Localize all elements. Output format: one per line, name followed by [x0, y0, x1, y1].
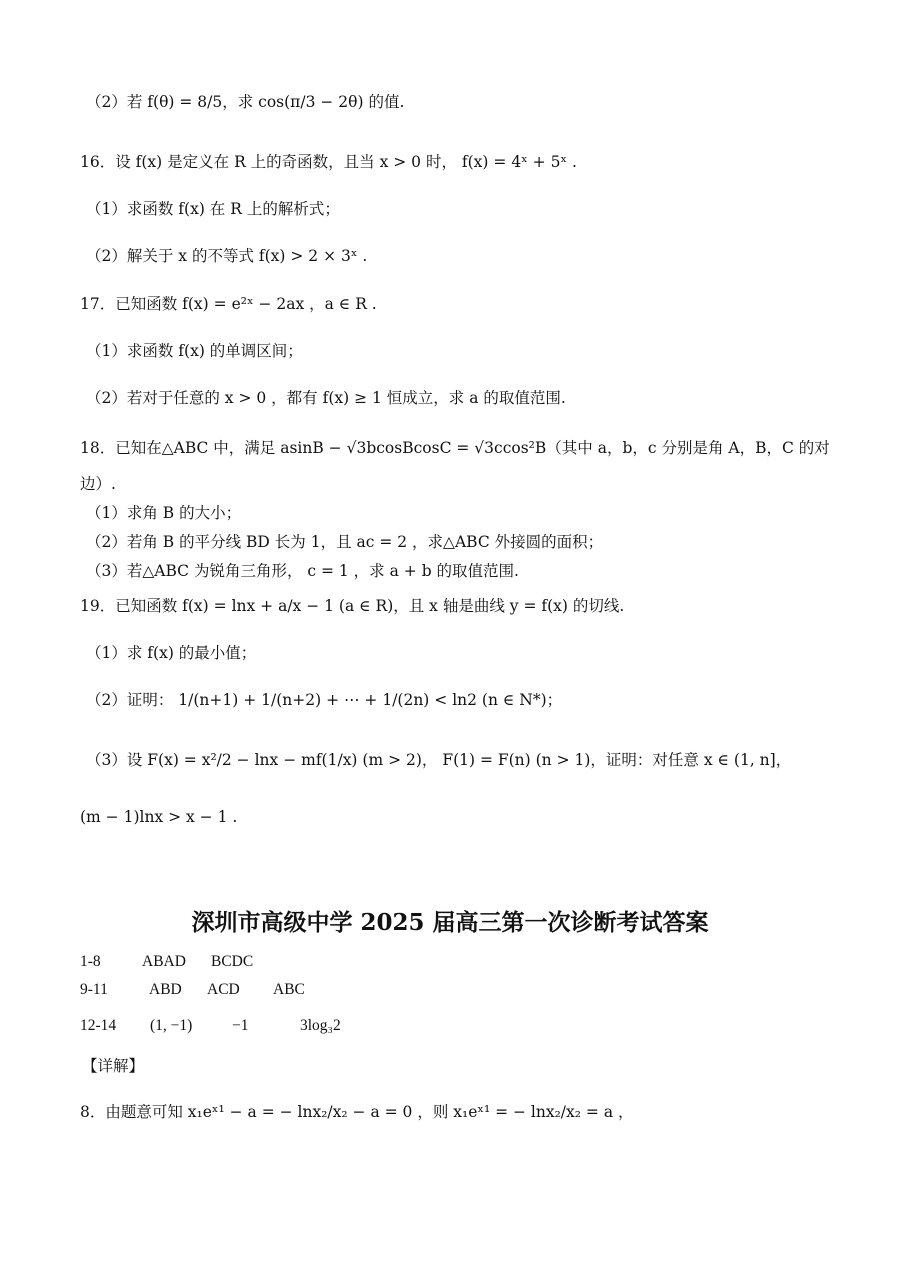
q18-part3: （3）若△ABC 为锐角三角形， c = 1 ，求 a + b 的取值范围.: [86, 562, 519, 580]
answer-range: 9-11: [80, 981, 108, 998]
detail-q8: 8．由题意可知 x₁eˣ¹ − a = − lnx₂/x₂ − a = 0 ，则 x₁eˣ¹ = − lnx₂/x₂ = a ，: [80, 1103, 634, 1121]
q17-stem: 17．已知函数 f(x) = e²ˣ − 2ax ，a ∈ R .: [80, 295, 377, 313]
answer-item: ABAD: [142, 953, 186, 970]
q19-stem: 19．已知函数 f(x) = lnx + a/x − 1 (a ∈ R)，且 x 轴是曲线 y = f(x) 的切线.: [80, 597, 625, 615]
answer-range: 12-14: [80, 1017, 117, 1034]
answer-item: 3log₃2: [300, 1017, 341, 1034]
q19-part1: （1）求 f(x) 的最小值；: [86, 644, 257, 662]
q17-part2: （2）若对于任意的 x > 0 ，都有 f(x) ≥ 1 恒成立，求 a 的取值范围.: [86, 389, 566, 407]
answer-title: 深圳市高级中学 2025 届高三第一次诊断考试答案: [191, 909, 709, 936]
answer-item: ABD: [149, 981, 182, 998]
q18-stem: 18．已知在△ABC 中，满足 asinB − √3bcosBcosC = √3ccos²B（其中 a，b，c 分别是角 A，B，C 的对: [80, 439, 830, 457]
q18-stem-cont: 边）.: [80, 475, 116, 493]
q16-stem: 16．设 f(x) 是定义在 R 上的奇函数，且当 x > 0 时， f(x) = 4ˣ + 5ˣ .: [80, 153, 577, 171]
q18-part2: （2）若角 B 的平分线 BD 长为 1，且 ac = 2 ，求△ABC 外接圆的面积；: [86, 533, 604, 551]
detail-label: 【详解】: [82, 1057, 145, 1075]
q15-part2: （2）若 f(θ) = 8/5，求 cos(π/3 − 2θ) 的值.: [86, 93, 405, 111]
answer-item: ACD: [207, 981, 240, 998]
q16-part1: （1）求函数 f(x) 在 R 上的解析式；: [86, 200, 340, 218]
answer-item: ABC: [273, 981, 305, 998]
answer-range: 1-8: [80, 953, 101, 970]
q19-part3-cont: (m − 1)lnx > x − 1 .: [80, 808, 238, 826]
answer-item: (1, −1): [150, 1017, 193, 1034]
answer-item: BCDC: [211, 953, 254, 970]
q17-part1: （1）求函数 f(x) 的单调区间；: [86, 342, 303, 360]
answer-item: −1: [232, 1017, 249, 1034]
q16-part2: （2）解关于 x 的不等式 f(x) > 2 × 3ˣ .: [86, 247, 368, 265]
q18-part1: （1）求角 B 的大小；: [86, 504, 242, 522]
q19-part2: （2）证明： 1/(n+1) + 1/(n+2) + ⋯ + 1/(2n) < ln2 (n ∈ N*)；: [86, 691, 563, 709]
q19-part3: （3）设 F(x) = x²/2 − lnx − mf(1/x) (m > 2)， F(1) = F(n) (n > 1)，证明：对任意 x ∈ (1, n]，: [86, 751, 792, 769]
